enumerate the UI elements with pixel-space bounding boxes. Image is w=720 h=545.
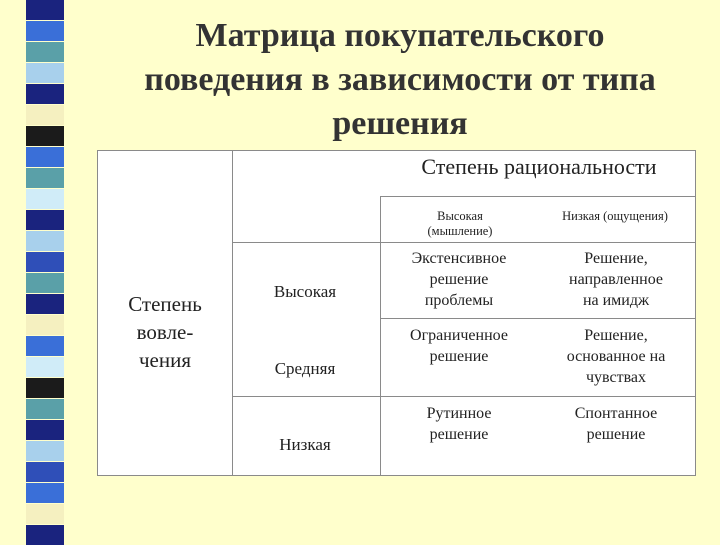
stripe-block bbox=[26, 168, 64, 188]
decorative-stripe bbox=[0, 0, 64, 540]
cell-line: проблемы bbox=[424, 292, 494, 309]
stripe-block bbox=[26, 315, 64, 335]
rationality-low bbox=[540, 209, 690, 224]
cell-line: решение bbox=[429, 426, 489, 443]
stripe-block bbox=[26, 21, 64, 41]
matrix-cell bbox=[383, 325, 535, 367]
stripe-block bbox=[26, 0, 64, 20]
page-title bbox=[110, 14, 690, 146]
involvement-medium: Средняя bbox=[274, 359, 336, 378]
cell-line: решение bbox=[429, 271, 489, 288]
stripe-block bbox=[26, 294, 64, 314]
stripe-block bbox=[26, 399, 64, 419]
involvement-header-line: вовле- bbox=[136, 320, 194, 344]
stripe-block bbox=[26, 189, 64, 209]
cell-line: Экстенсивное bbox=[411, 250, 507, 267]
cell-line: Решение, bbox=[584, 250, 648, 267]
stripe-block bbox=[26, 42, 64, 62]
stripe-block bbox=[26, 147, 64, 167]
stripe-block bbox=[26, 273, 64, 293]
grid-line bbox=[232, 242, 695, 243]
rationality-high bbox=[390, 209, 530, 239]
involvement-low: Низкая bbox=[279, 435, 331, 454]
rationality-high-line: (мышление) bbox=[427, 224, 493, 238]
cell-line: Рутинное bbox=[426, 405, 492, 422]
matrix-cell bbox=[383, 403, 535, 445]
grid-line bbox=[232, 150, 233, 475]
stripe-block bbox=[26, 462, 64, 482]
grid-line bbox=[232, 396, 695, 397]
cell-line: чувствах bbox=[585, 369, 647, 386]
rationality-high-line: Высокая bbox=[437, 209, 483, 223]
cell-line: Спонтанное bbox=[574, 405, 658, 422]
cell-line: Решение, bbox=[584, 327, 648, 344]
cell-line: Ограниченное bbox=[410, 327, 508, 344]
involvement-high: Высокая bbox=[273, 282, 337, 301]
title-line-3: решения bbox=[332, 105, 468, 142]
rationality-header: Степень рациональности bbox=[421, 154, 657, 179]
cell-line: решение bbox=[586, 426, 646, 443]
cell-line: решение bbox=[429, 348, 489, 365]
title-line-2: поведения в зависимости от типа bbox=[144, 61, 656, 98]
grid-line bbox=[380, 196, 381, 475]
stripe-block bbox=[26, 231, 64, 251]
stripe-block bbox=[26, 378, 64, 398]
matrix-cell bbox=[540, 403, 692, 445]
stripe-block bbox=[26, 336, 64, 356]
involvement-header bbox=[100, 290, 230, 374]
stripe-block bbox=[26, 105, 64, 125]
involvement-header-line: Степень bbox=[128, 292, 202, 316]
stripe-block bbox=[26, 63, 64, 83]
grid-line bbox=[380, 196, 695, 197]
stripe-block bbox=[26, 504, 64, 524]
stripe-block bbox=[26, 210, 64, 230]
stripe-block bbox=[26, 252, 64, 272]
rationality-low-line: Низкая (ощущения) bbox=[562, 209, 668, 223]
matrix-cell bbox=[540, 248, 692, 311]
stripe-block bbox=[26, 525, 64, 545]
stripe-block bbox=[26, 126, 64, 146]
matrix-cell bbox=[383, 248, 535, 311]
stripe-block bbox=[26, 84, 64, 104]
title-line-1: Матрица покупательского bbox=[195, 17, 605, 54]
cell-line: на имидж bbox=[582, 292, 650, 309]
stripe-block bbox=[26, 357, 64, 377]
stripe-block bbox=[26, 441, 64, 461]
matrix-cell bbox=[540, 325, 692, 388]
stripe-block bbox=[26, 420, 64, 440]
stripe-block bbox=[26, 483, 64, 503]
cell-line: направленное bbox=[569, 271, 663, 288]
grid-line bbox=[380, 318, 695, 319]
cell-line: основанное на bbox=[566, 348, 666, 365]
involvement-header-line: чения bbox=[138, 348, 192, 372]
